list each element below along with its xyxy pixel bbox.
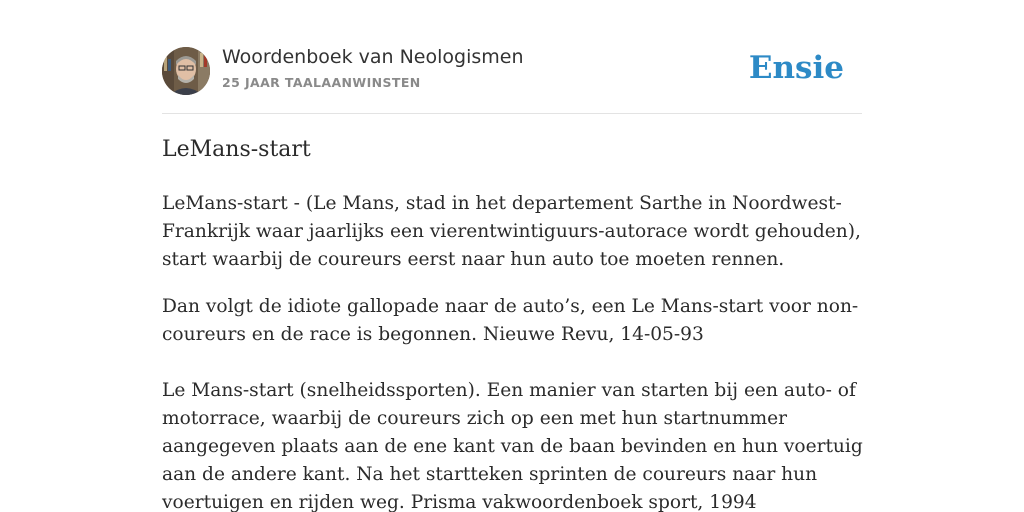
brand-logo-link[interactable]: Ensie xyxy=(748,50,844,86)
author-avatar[interactable] xyxy=(162,47,210,95)
entry-definition: LeMans-start - (Le Mans, stad in het departement Sarthe in Noordwest-Frankrijk waar jaarlijks een vierentwintiguurs-autorace wordt gehouden), start waarbij de coureurs eerst naar hun auto toe moeten rennen. xyxy=(162,193,861,270)
entry-citation-1: Dan volgt de idiote gallopade naar de auto’s, een Le Mans-start voor non-coureurs en de race is begonnen. Nieuwe Revu, 14-05-93 xyxy=(162,296,859,345)
page-container xyxy=(162,0,863,512)
entry-title: LeMans-start xyxy=(162,137,311,162)
entry-citation-2: Le Mans-start (snelheidssporten). Een manier van starten bij een auto- of motorrace, waarbij de coureurs zich op een met hun startnummer aangegeven plaats aan de ene kant van de baan bevinden en hun voertuig aan de andere kant. Na het startteken sprinten de coureurs naar hun voertuigen en rijden weg. Prisma vakwoordenboek sport, 1994 xyxy=(162,380,863,512)
author-subtitle: 25 JAAR TAALAANWINSTEN xyxy=(222,75,421,90)
avatar-portrait-icon xyxy=(162,47,210,95)
page-header xyxy=(162,0,862,114)
author-name[interactable]: Woordenboek van Neologismen xyxy=(222,46,524,68)
